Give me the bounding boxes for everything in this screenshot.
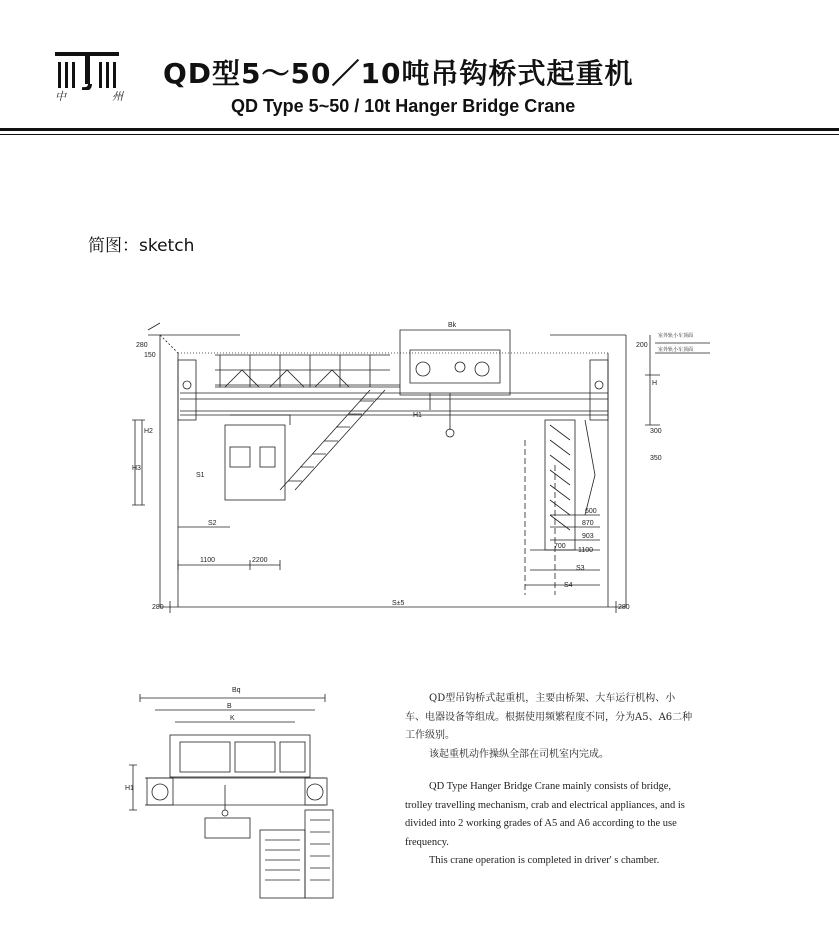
dim-2200: 2200 xyxy=(252,557,268,564)
header-divider-thin xyxy=(0,134,839,135)
dim-600: 600 xyxy=(585,508,597,515)
logo-char-zhong: 中 xyxy=(55,90,66,103)
dim-s3: S3 xyxy=(576,565,585,572)
side-dim-k: K xyxy=(230,715,235,722)
dim-h3: H3 xyxy=(132,465,141,472)
logo-char-zhou: 州 xyxy=(112,90,123,103)
dim-300: 300 xyxy=(650,428,662,435)
dim-span: S±5 xyxy=(392,600,405,607)
note-top-rail: 室外轨小车顶面 xyxy=(658,333,694,339)
note-rail: 室外轨小车顶面 xyxy=(658,347,694,353)
page-title-english: QD Type 5~50 / 10t Hanger Bridge Crane xyxy=(231,96,576,116)
description-cn-para1: QD型吊钩桥式起重机，主要由桥架、大车运行机构、小车、电器设备等组成。根据使用频繁程度不同，分为A5、A6二种工作级别。 xyxy=(405,693,693,741)
page-title-chinese: QD型5～50／10吨吊钩桥式起重机 xyxy=(163,57,634,90)
description-en-para1: QD Type Hanger Bridge Crane mainly consists of bridge, trolley travelling mechanism, crab and electrical appliances, and is divided into 2 working grades of A5 and A6 according to the use frequency. xyxy=(405,781,685,848)
dim-1100-left: 1100 xyxy=(200,557,216,564)
dim-h: H xyxy=(652,380,658,387)
dim-s2: S2 xyxy=(208,520,217,527)
crane-side-drawing xyxy=(125,680,340,905)
dim-280-left: 280 xyxy=(152,604,164,611)
side-dim-b: B xyxy=(227,703,232,710)
dim-700: 700 xyxy=(554,543,566,550)
description-cn-para2: 该起重机动作操纵全部在司机室内完成。 xyxy=(429,748,609,760)
dim-s1: S1 xyxy=(196,472,205,479)
dim-200: 200 xyxy=(636,342,648,349)
sketch-section-label: 简图：sketch xyxy=(88,236,195,256)
description-block xyxy=(405,690,695,871)
description-en-para2: This crane operation is completed in driver' s chamber. xyxy=(429,855,660,866)
dim-bk: Bk xyxy=(448,322,457,329)
crane-elevation-drawing xyxy=(130,315,720,615)
logo-characters xyxy=(55,88,123,104)
dim-280-top: 280 xyxy=(136,342,148,349)
dim-280-right: 280 xyxy=(618,604,630,611)
dim-h2: H2 xyxy=(144,428,153,435)
dim-s4: S4 xyxy=(564,582,573,589)
side-dim-bq: Bq xyxy=(232,687,241,694)
dim-h1: H1 xyxy=(413,412,422,419)
header-divider-thick xyxy=(0,128,839,131)
dim-150: 150 xyxy=(144,352,156,359)
side-dim-h1: H1 xyxy=(125,785,134,792)
dim-903: 903 xyxy=(582,533,594,540)
dim-1100-right: 1100 xyxy=(578,547,594,554)
dim-350: 350 xyxy=(650,455,662,462)
dim-870: 870 xyxy=(582,520,594,527)
